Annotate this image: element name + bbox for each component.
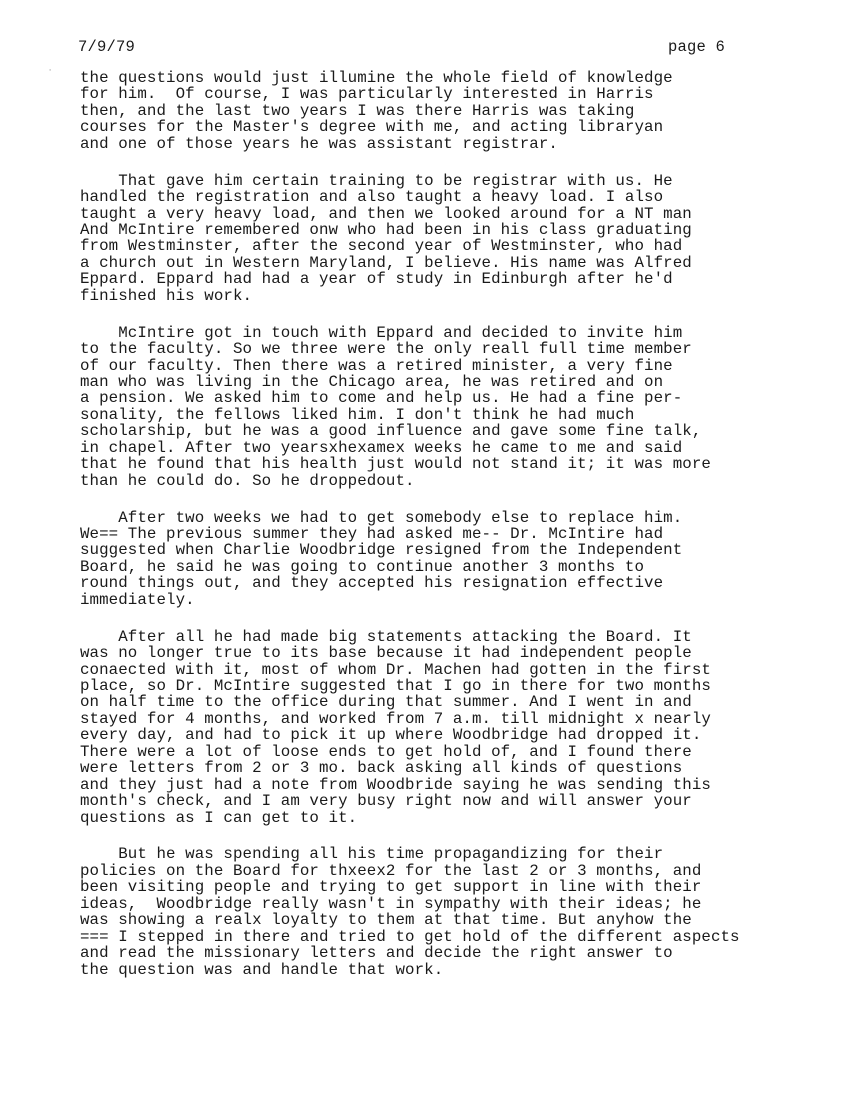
text-line: then, and the last two years I was there Harris was taking bbox=[80, 101, 635, 120]
text-line: to the faculty. So we three were the only reall full time member bbox=[80, 340, 692, 359]
text-line: month's check, and I am very busy right now and will answer your bbox=[80, 792, 692, 811]
document-body bbox=[80, 70, 840, 998]
stray-mark: · bbox=[48, 67, 53, 75]
text-line: a church out in Western Maryland, I believe. His name was Alfred bbox=[80, 253, 692, 272]
text-line: That gave him certain training to be registrar with us. He bbox=[80, 171, 673, 190]
text-line: sonality, the fellows liked him. I don't think he had much bbox=[80, 405, 635, 424]
text-line: the question was and handle that work. bbox=[80, 960, 444, 979]
text-line: courses for the Master's degree with me, and acting libraryan bbox=[80, 118, 664, 137]
text-line: conaected with it, most of whom Dr. Machen had gotten in the first bbox=[80, 660, 711, 679]
text-line: questions as I can get to it. bbox=[80, 808, 358, 827]
text-line: man who was living in the Chicago area, he was retired and on bbox=[80, 373, 664, 391]
paragraph-5 bbox=[80, 629, 840, 826]
text-line: from Westminster, after the second year of Westminster, who had bbox=[80, 237, 683, 256]
text-line: were letters from 2 or 3 mo. back asking all kinds of questions bbox=[80, 759, 683, 778]
paragraph-1 bbox=[80, 70, 840, 152]
text-line: every day, and had to pick it up where Woodbridge had dropped it. bbox=[80, 726, 702, 745]
text-line: taught a very heavy load, and then we looked around for a NT man bbox=[80, 204, 692, 223]
text-line: and read the missionary letters and decide the right answer to bbox=[80, 944, 673, 963]
text-line: handled the registration and also taught a heavy load. I also bbox=[80, 188, 664, 207]
paragraph-4 bbox=[80, 510, 840, 609]
text-line: === I stepped in there and tried to get hold of the different aspects bbox=[80, 927, 740, 946]
paragraph-6 bbox=[80, 846, 840, 978]
text-line: was no longer true to its base because it had independent people bbox=[80, 644, 692, 663]
text-line: in chapel. After two yearsxhexamex weeks he came to me and said bbox=[80, 438, 683, 457]
text-line: round things out, and they accepted his resignation effective bbox=[80, 574, 664, 593]
text-line: After all he had made big statements attacking the Board. It bbox=[80, 627, 692, 646]
text-line: McIntire got in touch with Eppard and decided to invite him bbox=[80, 323, 683, 342]
text-line: finished his work. bbox=[80, 286, 253, 305]
text-line: for him. Of course, I was particularly interested in Harris bbox=[80, 85, 654, 104]
text-line: suggested when Charlie Woodbridge resigned from the Independent bbox=[80, 541, 683, 560]
text-line: and they just had a note from Woodbride saying he was sending this bbox=[80, 775, 711, 794]
text-line: been visiting people and trying to get support in line with their bbox=[80, 878, 702, 897]
text-line: a pension. We asked him to come and help us. He had a fine per- bbox=[80, 389, 683, 408]
page-date: 7/9/79 bbox=[78, 38, 136, 56]
text-line: We== The previous summer they had asked me-- Dr. McIntire had bbox=[80, 525, 664, 543]
text-line: scholarship, but he was a good influence and gave some fine talk, bbox=[80, 422, 702, 441]
text-line: After two weeks we had to get somebody else to replace him. bbox=[80, 508, 683, 527]
text-line: than he could do. So he droppedout. bbox=[80, 471, 415, 490]
page-number: page 6 bbox=[668, 38, 726, 56]
text-line: But he was spending all his time propagandizing for their bbox=[80, 845, 664, 864]
paragraph-2 bbox=[80, 173, 840, 305]
text-line: place, so Dr. McIntire suggested that I go in there for two months bbox=[80, 677, 711, 695]
text-line: ideas, Woodbridge really wasn't in sympathy with their ideas; he bbox=[80, 894, 702, 913]
text-line: Board, he said he was going to continue another 3 months to bbox=[80, 557, 645, 576]
text-line: of our faculty. Then there was a retired minister, a very fine bbox=[80, 356, 673, 375]
text-line: policies on the Board for thxeex2 for the last 2 or 3 months, and bbox=[80, 861, 702, 880]
text-line: And McIntire remembered onw who had been in his class graduating bbox=[80, 221, 692, 239]
text-line: There were a lot of loose ends to get hold of, and I found there bbox=[80, 742, 692, 761]
text-line: and one of those years he was assistant registrar. bbox=[80, 134, 558, 153]
paragraph-3 bbox=[80, 325, 840, 489]
text-line: was showing a realx loyalty to them at that time. But anyhow the bbox=[80, 911, 692, 930]
text-line: stayed for 4 months, and worked from 7 a.m. till midnight x nearly bbox=[80, 709, 711, 728]
text-line: on half time to the office during that summer. And I went in and bbox=[80, 693, 692, 712]
text-line: that he found that his health just would not stand it; it was more bbox=[80, 455, 711, 474]
text-line: Eppard. Eppard had had a year of study in Edinburgh after he'd bbox=[80, 270, 673, 289]
text-line: immediately. bbox=[80, 590, 195, 609]
text-line: the questions would just illumine the whole field of knowledge bbox=[80, 69, 673, 87]
